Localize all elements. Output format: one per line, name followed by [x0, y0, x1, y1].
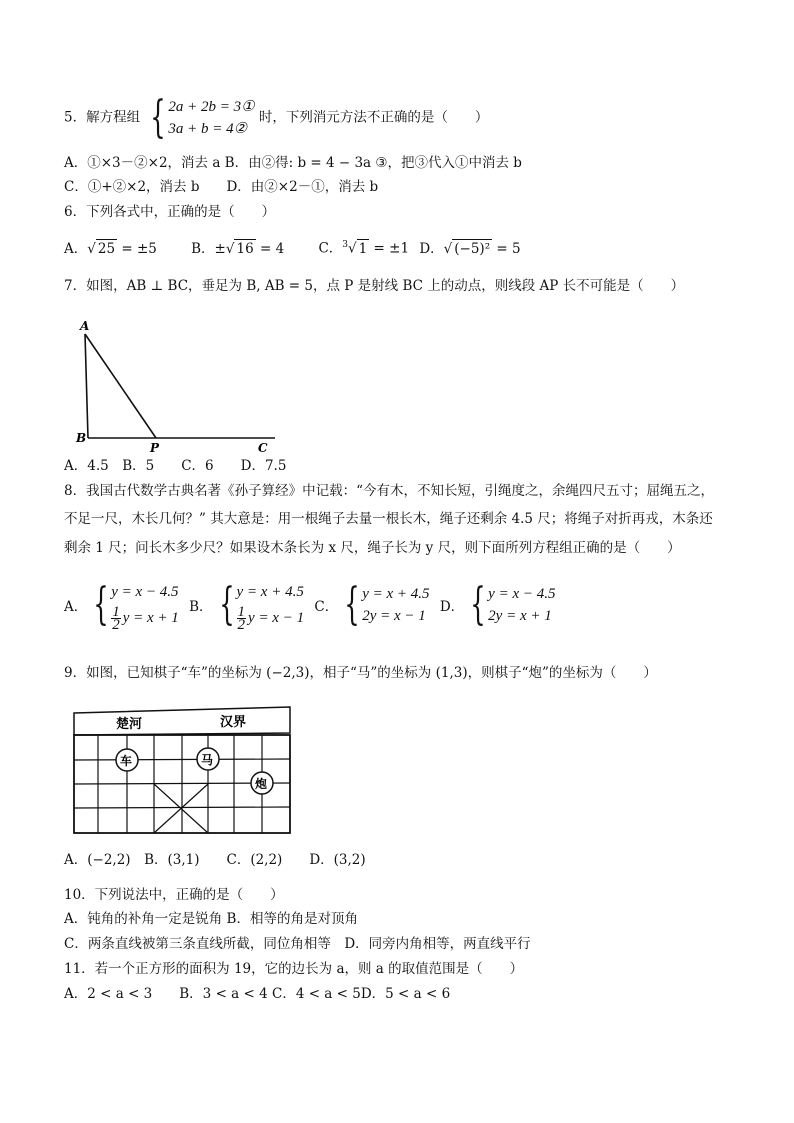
q7-stem: 7．如图，AB ⊥ BC，垂足为 B, AB = 5，点 P 是射线 BC 上的动点，则线段 AP 长不可能是（ ）	[64, 278, 685, 294]
sqrt-icon: √	[87, 240, 96, 257]
q8-c-eq2: 2y = x − 1	[362, 608, 426, 625]
q8-option-b	[189, 579, 305, 634]
q8-a-brace: {	[93, 579, 109, 631]
q8-a-eq2-row	[111, 604, 179, 634]
q8-c-label: C．	[314, 599, 339, 616]
q8-options	[64, 579, 556, 634]
q7-segment-ab	[85, 334, 88, 438]
q10-stem: 10．下列说法中，正确的是（ ）	[64, 887, 284, 903]
q8-a-fraction	[111, 604, 121, 634]
board-river-left: 楚河	[116, 717, 143, 732]
q6-b-radicand: 16	[236, 240, 254, 257]
q6-option-b	[191, 239, 284, 258]
q6-c-label: C．	[318, 240, 343, 257]
q5-system	[144, 92, 255, 143]
q8-b-frac-num: 1	[237, 604, 246, 621]
q8-a-label: A．	[64, 599, 88, 616]
sqrt-icon: √	[225, 240, 235, 257]
q5-brace: {	[150, 92, 167, 143]
piece-che-label: 车	[120, 754, 133, 768]
q5-equations	[168, 96, 254, 140]
q8-b-eq1: y = x + 4.5	[236, 584, 304, 600]
q9-stem: 9．如图，已知棋子“车”的坐标为 (−2,3)，相子“马”的坐标为 (1,3)，则棋子“炮”的坐标为（ ）	[64, 665, 657, 681]
q8-line2: 不足一尺，木长几何？” 其大意是：用一根绳子去量一根长木，绳子还剩余 4.5 尺；将绳子对折再戎，木条还	[64, 511, 713, 527]
q8-b-brace: {	[218, 579, 235, 631]
q6-c-index: 3	[342, 240, 349, 250]
q8-a-frac-den: 2	[112, 617, 120, 634]
q6-option-d	[419, 239, 520, 258]
q10-options-line2: C．两条直线被第三条直线所截，同位角相等 D．同旁内角相等，两直线平行	[64, 936, 531, 952]
q5-eq1: 2a + 2b = 3①	[168, 99, 255, 115]
q7-triangle-figure	[70, 312, 285, 454]
q7-label-c: C	[258, 441, 268, 454]
q6-a-radicand: 25	[97, 240, 116, 257]
q8-c-eq1: y = x + 4.5	[362, 586, 430, 603]
q8-line3: 剩余 1 尺；问长木多少尺？如果设木条长为 x 尺，绳子长为 y 尺，则下面所列方程组正确的是（ ）	[64, 540, 681, 556]
q6-c-rest: = ±1	[369, 240, 410, 257]
q8-a-frac-num: 1	[112, 604, 120, 621]
q8-d-equations	[488, 583, 555, 627]
q6-options	[64, 236, 539, 258]
q6-c-radicand: 1	[358, 240, 368, 257]
q5-eq2: 3a + b = 4②	[168, 121, 248, 137]
q6-a-label: A．	[64, 240, 88, 257]
q9-chess-board	[72, 703, 294, 839]
q6-d-label: D．	[419, 240, 444, 257]
q8-c-brace: {	[344, 579, 360, 631]
q8-b-eq2: y = x − 1	[248, 610, 305, 626]
q5-options-line2: C．①+②×2，消去 b D．由②×2－①，消去 b	[64, 179, 379, 195]
q8-option-d	[439, 579, 556, 631]
q6-b-label: B．±	[191, 240, 226, 257]
q5-suffix: 时，下列消元方法不正确的是（ ）	[258, 109, 489, 126]
q8-b-eq2-row	[237, 604, 305, 634]
q11-options: A．2 < a < 3 B．3 < a < 4 C．4 < a < 5D．5 < a < 6	[64, 986, 451, 1002]
piece-pao-label: 炮	[255, 777, 268, 791]
q8-a-eq2: y = x + 1	[122, 610, 179, 626]
q8-option-a	[64, 579, 179, 634]
sqrt-icon: √	[348, 240, 357, 257]
q6-option-a	[64, 239, 157, 258]
q5-stem	[64, 92, 489, 143]
q7-label-p: P	[150, 441, 160, 454]
q8-d-label: D．	[439, 599, 465, 616]
q10-options-line1: A．钝角的补角一定是锐角 B．相等的角是对顶角	[64, 911, 358, 927]
q5-prefix: 5．解方程组	[64, 109, 141, 126]
piece-ma-label: 马	[201, 753, 214, 767]
q8-a-eq1: y = x − 4.5	[111, 584, 179, 600]
q8-b-label: B．	[189, 599, 213, 616]
q8-a-equations	[111, 579, 179, 634]
q8-b-fraction	[237, 604, 247, 634]
q8-b-frac-den: 2	[237, 617, 246, 634]
q9-options: A．(−2,2) B．(3,1) C．(2,2) D．(3,2)	[64, 852, 366, 868]
q11-stem: 11．若一个正方形的面积为 19，它的边长为 a，则 a 的取值范围是（ ）	[64, 961, 524, 977]
q6-a-rest: = ±5	[117, 240, 157, 257]
q7-segment-ap	[85, 334, 156, 438]
q8-option-c	[314, 579, 430, 631]
q6-b-rest: = 4	[255, 240, 285, 257]
q8-c-equations	[362, 583, 429, 627]
board-river-band	[74, 707, 290, 735]
q6-d-radicand: (−5)²	[454, 240, 491, 257]
q8-d-brace: {	[470, 579, 486, 631]
q5-options-line1: A．①×3－②×2，消去 a B．由②得: b = 4 − 3a ③，把③代入①中消去 b	[64, 155, 522, 171]
q8-d-eq2: 2y = x + 1	[488, 608, 552, 625]
q6-option-c	[318, 236, 409, 258]
sqrt-icon: √	[443, 240, 453, 257]
q6-d-rest: = 5	[492, 240, 521, 257]
q7-options: A．4.5 B．5 C．6 D．7.5	[64, 458, 287, 474]
q7-label-a: A	[80, 319, 90, 333]
board-river-right: 汉界	[220, 715, 247, 730]
q8-d-eq1: y = x − 4.5	[488, 586, 556, 603]
q8-b-equations	[236, 579, 305, 634]
q8-line1: 8．我国古代数学古典名著《孙子算经》中记载：“今有木，不知长短，引绳度之，余绳四尺五寸；屈绳五之，	[64, 483, 714, 499]
q6-stem: 6．下列各式中，正确的是（ ）	[64, 204, 276, 220]
q7-label-b: B	[76, 431, 87, 445]
